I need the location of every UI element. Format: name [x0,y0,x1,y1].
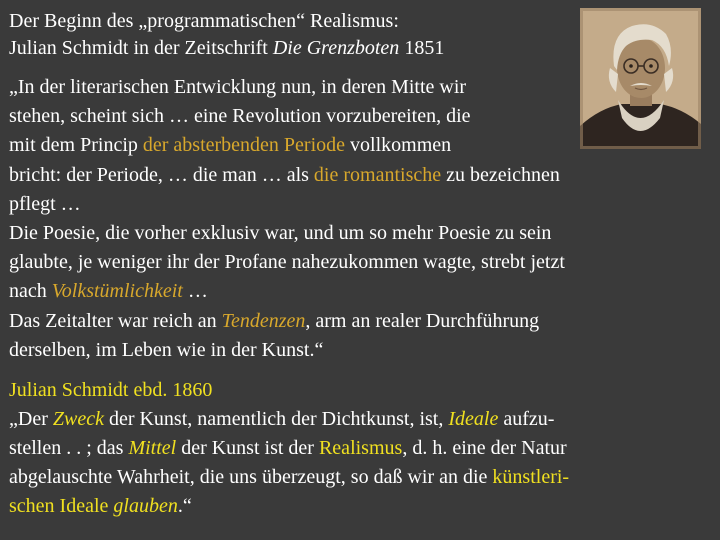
quote1-line-6: Die Poesie, die vorher exklusiv war, und um so mehr Poesie zu sein [9,222,552,245]
highlight-zweck: Zweck [52,408,104,430]
quote1-line-7: glaubte, je weniger ihr der Profane nahezukommen wagte, strebt jetzt [9,251,565,274]
highlight-kuenstlerischen: künstleri- [492,466,570,488]
heading-line-1: Der Beginn des „programmatischen“ Realismus: [9,10,399,32]
quote1-line-8-text: nach [9,280,52,303]
highlight-schen-ideale: schen Ideale [9,495,109,517]
quote1-line-3 [9,131,709,160]
quote1-line-2: stehen, scheint sich … eine Revolution vorzubereiten, die [9,105,471,128]
quote-1860 [9,376,709,521]
quote1-line-4-end: zu bezeichnen [441,163,560,186]
highlight-mittel: Mittel [128,437,177,459]
quote2-line-1 [9,405,709,434]
highlight-realismus: Realismus [318,437,403,459]
quote2-line-1-middle: der Kunst, namentlich der Dichtkunst, ist, [103,408,449,430]
quote2-source: Julian Schmidt ebd. 1860 [9,379,213,401]
heading-line-2-text: Julian Schmidt in der Zeitschrift [9,37,273,59]
quote1-line-4-text: bricht: der Periode, … die man … als [9,163,314,186]
quote1-line-1: „In der literarischen Entwicklung nun, in deren Mitte wir [9,76,467,98]
quote1-line-4 [9,161,709,190]
quote2-line-2-middle: der Kunst ist der [176,437,319,459]
quote1-line-3-text: mit dem Princip [9,134,143,157]
highlight-absterbende-periode: der absterbenden Periode [142,134,346,157]
quote1-line-9-text: Das Zeitalter war reich an [9,309,222,332]
heading-line-2 [9,35,569,62]
highlight-glauben: glauben [113,495,178,517]
slide-heading [9,8,569,62]
quote1-line-9 [9,307,709,336]
quote1-line-5: pflegt … [9,192,81,215]
quote2-line-2 [9,434,709,463]
quote2-line-4 [9,492,709,521]
quote2-line-2-start: stellen . . ; das [9,437,129,459]
quote2-line-3-text: abgelauschte Wahrheit, die uns überzeugt, so daß wir an die [9,466,493,488]
heading-year: 1851 [399,37,445,59]
quote2-line-4-end: .“ [177,495,192,517]
highlight-tendenzen: Tendenzen [221,309,306,332]
quote1-line-10: derselben, im Leben wie in der Kunst.“ [9,338,324,361]
quote1-line-8 [9,277,709,306]
quote2-line-2-end: , d. h. eine der Natur [402,437,567,459]
quote-1851 [9,73,709,365]
highlight-ideale: Ideale [448,408,499,430]
highlight-volkstuemlichkeit: Volkstümlichkeit [51,280,183,303]
quote1-line-3-end: vollkommen [345,134,452,157]
journal-title: Die Grenzboten [272,37,400,59]
quote1-line-8-end: … [182,280,208,303]
highlight-romantische: die romantische [313,163,442,186]
quote1-line-9-end: , arm an realer Durchführung [305,309,540,332]
quote2-line-3 [9,463,709,492]
quote2-line-1-start: „Der [9,408,53,430]
quote2-line-1-end: aufzu- [498,408,555,430]
